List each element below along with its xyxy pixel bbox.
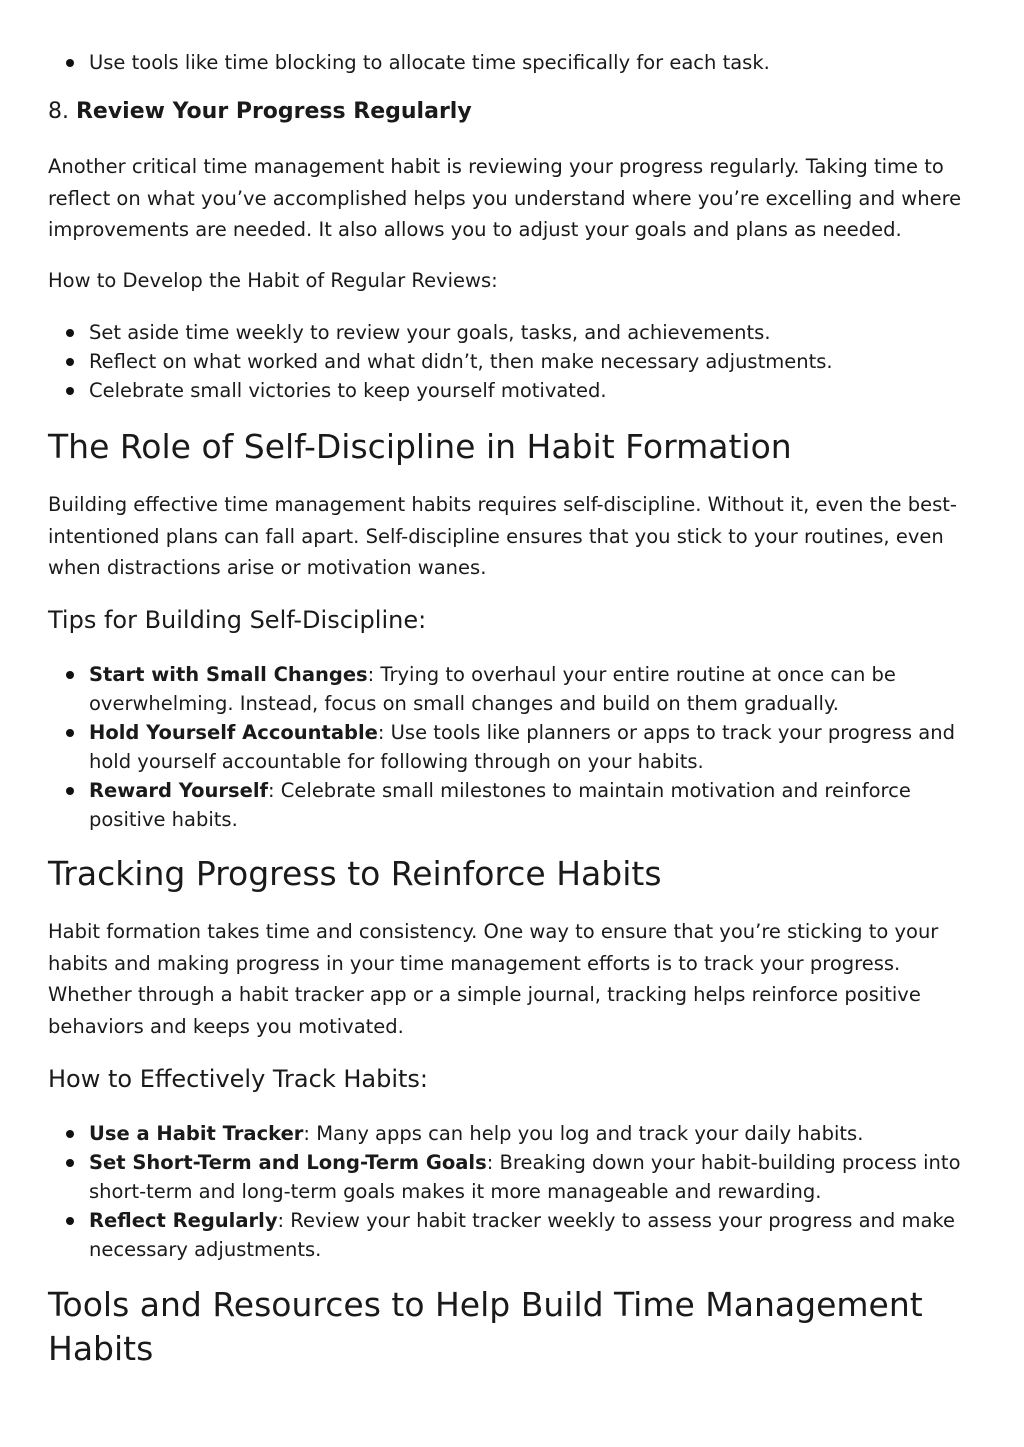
list-item-bold: Start with Small Changes xyxy=(89,663,368,686)
list-item-text: : Review your habit tracker weekly to assess your progress and make necessary adjustments. xyxy=(89,1209,956,1261)
section-8-paragraph: Another critical time management habit is reviewing your progress regularly. Taking time to reflect on what you’ve accomplished helps you understand where you’re excelling and where improvements are needed. It also allows you to adjust your goals and plans as needed. xyxy=(48,155,962,241)
section-8-heading xyxy=(48,97,978,127)
list-item xyxy=(48,660,978,718)
tracking-paragraph: Habit formation takes time and consistency. One way to ensure that you’re sticking to your habits and making progress in your time management efforts is to track your progress. Whether through a habit tracker app or a simple journal, tracking helps reinforce positive behaviors and keeps you motivated. xyxy=(48,920,939,1038)
list-item-text: : Trying to overhaul your entire routine at once can be overwhelming. Instead, focus on small changes and build on them gradually. xyxy=(89,663,896,715)
list-item-bold: Set Short-Term and Long-Term Goals xyxy=(89,1151,487,1174)
section-title: Review Your Progress Regularly xyxy=(75,99,472,124)
list-item-text: Celebrate small victories to keep yourself motivated. xyxy=(89,379,607,402)
self-discipline-heading: The Role of Self-Discipline in Habit Formation xyxy=(48,427,792,466)
tracking-heading: Tracking Progress to Reinforce Habits xyxy=(48,854,662,893)
list-item-text: Use tools like time blocking to allocate time specifically for each task. xyxy=(89,51,770,74)
list-item xyxy=(48,718,978,776)
list-item xyxy=(48,318,978,347)
list-item xyxy=(48,776,978,834)
list-item-text: : Use tools like planners or apps to track your progress and hold yourself accountable for following through on your habits. xyxy=(89,721,955,773)
section-8-how-to: How to Develop the Habit of Regular Reviews: xyxy=(48,269,498,292)
list-item-text: : Many apps can help you log and track your daily habits. xyxy=(303,1122,864,1145)
list-item xyxy=(48,376,978,405)
tracking-how-to-heading: How to Effectively Track Habits: xyxy=(48,1065,429,1093)
section-number: 8. xyxy=(48,99,76,124)
tracking-tips-list xyxy=(48,1119,978,1264)
list-item xyxy=(48,1148,978,1206)
list-item xyxy=(48,48,978,77)
top-bullet-list xyxy=(48,48,978,77)
list-item xyxy=(48,1206,978,1264)
list-item-bold: Reflect Regularly xyxy=(89,1209,278,1232)
tools-heading: Tools and Resources to Help Build Time Management Habits xyxy=(48,1285,923,1368)
list-item-bold: Use a Habit Tracker xyxy=(89,1122,304,1145)
list-item-text: : Breaking down your habit-building process into short-term and long-term goals makes it more manageable and rewarding. xyxy=(89,1151,961,1203)
list-item-text: Reflect on what worked and what didn’t, then make necessary adjustments. xyxy=(89,350,833,373)
self-discipline-tips-list xyxy=(48,660,978,834)
list-item xyxy=(48,1119,978,1148)
list-item-text: Set aside time weekly to review your goals, tasks, and achievements. xyxy=(89,321,771,344)
list-item-text: : Celebrate small milestones to maintain motivation and reinforce positive habits. xyxy=(89,779,911,831)
review-habit-list xyxy=(48,318,978,405)
list-item-bold: Reward Yourself xyxy=(89,779,269,802)
list-item xyxy=(48,347,978,376)
list-item-bold: Hold Yourself Accountable xyxy=(89,721,378,744)
self-discipline-paragraph: Building effective time management habits requires self-discipline. Without it, even the best-intentioned plans can fall apart. Self-discipline ensures that you stick to your routines, even when distractions arise or motivation wanes. xyxy=(48,493,957,579)
self-discipline-tips-heading: Tips for Building Self-Discipline: xyxy=(48,606,427,634)
